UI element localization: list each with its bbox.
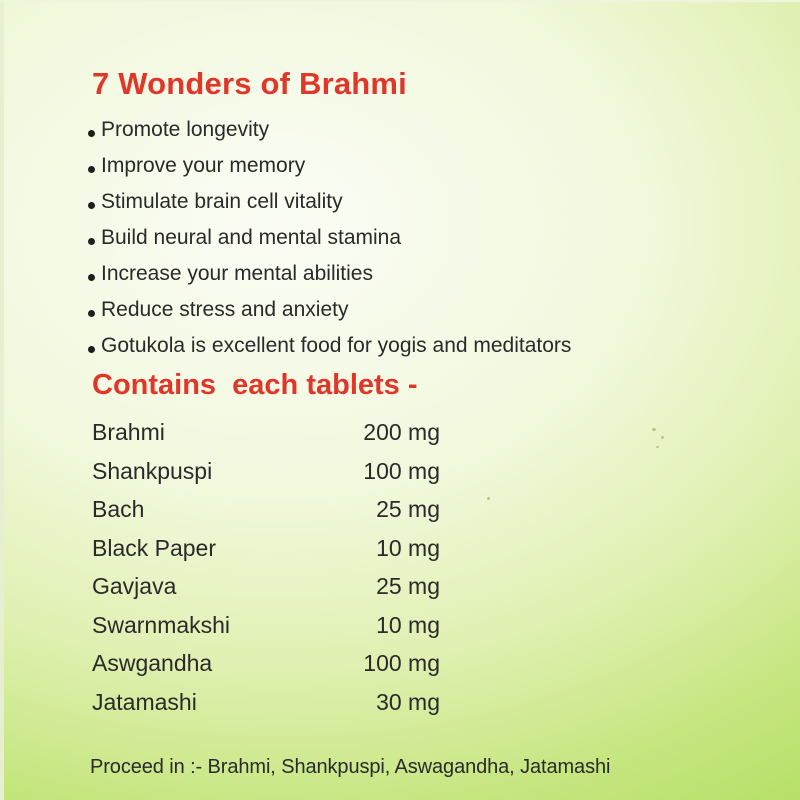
benefit-text: Improve your memory bbox=[101, 154, 306, 177]
benefit-item bbox=[88, 184, 571, 220]
bullet-icon bbox=[88, 202, 95, 209]
background-speck bbox=[652, 428, 656, 431]
ingredient-row bbox=[92, 490, 440, 529]
ingredient-name: Gavjava bbox=[92, 573, 177, 599]
contains-heading: Contains each tablets - bbox=[92, 369, 418, 401]
benefit-text: Gotukola is excellent food for yogis and meditators bbox=[101, 334, 572, 357]
bullet-icon bbox=[88, 130, 95, 137]
ingredient-row bbox=[92, 529, 440, 568]
bullet-icon bbox=[88, 274, 95, 281]
ingredient-amount: 10 mg bbox=[376, 611, 440, 638]
ingredient-amount: 25 mg bbox=[376, 496, 440, 522]
benefits-list bbox=[88, 112, 571, 364]
background-speck bbox=[661, 436, 664, 439]
ingredient-name: Aswgandha bbox=[92, 650, 213, 676]
ingredient-amount: 100 mg bbox=[363, 457, 440, 484]
benefit-text: Stimulate brain cell vitality bbox=[101, 190, 343, 213]
background-speck bbox=[487, 497, 490, 500]
ingredient-name: Brahmi bbox=[92, 419, 165, 445]
benefit-item bbox=[88, 112, 571, 148]
bullet-icon bbox=[88, 238, 95, 245]
benefit-item bbox=[88, 256, 571, 292]
benefit-text: Promote longevity bbox=[101, 118, 270, 141]
ingredient-amount: 30 mg bbox=[376, 688, 440, 715]
benefit-item bbox=[88, 328, 571, 364]
benefit-item bbox=[88, 292, 571, 328]
benefit-text: Reduce stress and anxiety bbox=[101, 298, 349, 321]
ingredient-name: Swarnmakshi bbox=[92, 611, 231, 638]
ingredient-row bbox=[92, 567, 440, 606]
ingredient-amount: 25 mg bbox=[376, 573, 440, 599]
ingredient-name: Shankpuspi bbox=[92, 457, 213, 484]
background-speck bbox=[656, 446, 659, 448]
ingredient-row bbox=[92, 452, 440, 491]
ingredient-amount: 200 mg bbox=[363, 419, 440, 445]
bullet-icon bbox=[88, 346, 95, 353]
ingredient-row bbox=[92, 606, 440, 645]
ingredient-row bbox=[92, 683, 440, 722]
ingredient-amount: 100 mg bbox=[363, 650, 440, 676]
ingredient-row bbox=[92, 644, 440, 683]
ingredient-amount: 10 mg bbox=[376, 534, 440, 561]
bullet-icon bbox=[88, 310, 95, 317]
bullet-icon bbox=[88, 166, 95, 173]
ingredient-name: Bach bbox=[92, 496, 145, 522]
ingredient-row bbox=[92, 413, 440, 452]
ingredient-name: Black Paper bbox=[92, 534, 217, 561]
benefit-text: Increase your mental abilities bbox=[101, 262, 373, 285]
benefit-text: Build neural and mental stamina bbox=[101, 226, 402, 249]
ingredients-list bbox=[92, 413, 440, 721]
page-title: 7 Wonders of Brahmi bbox=[92, 66, 407, 101]
benefit-item bbox=[88, 148, 571, 184]
benefit-item bbox=[88, 220, 571, 256]
proceed-in-note: Proceed in :- Brahmi, Shankpuspi, Aswagandha, Jatamashi bbox=[90, 756, 611, 778]
ingredient-name: Jatamashi bbox=[92, 688, 197, 715]
